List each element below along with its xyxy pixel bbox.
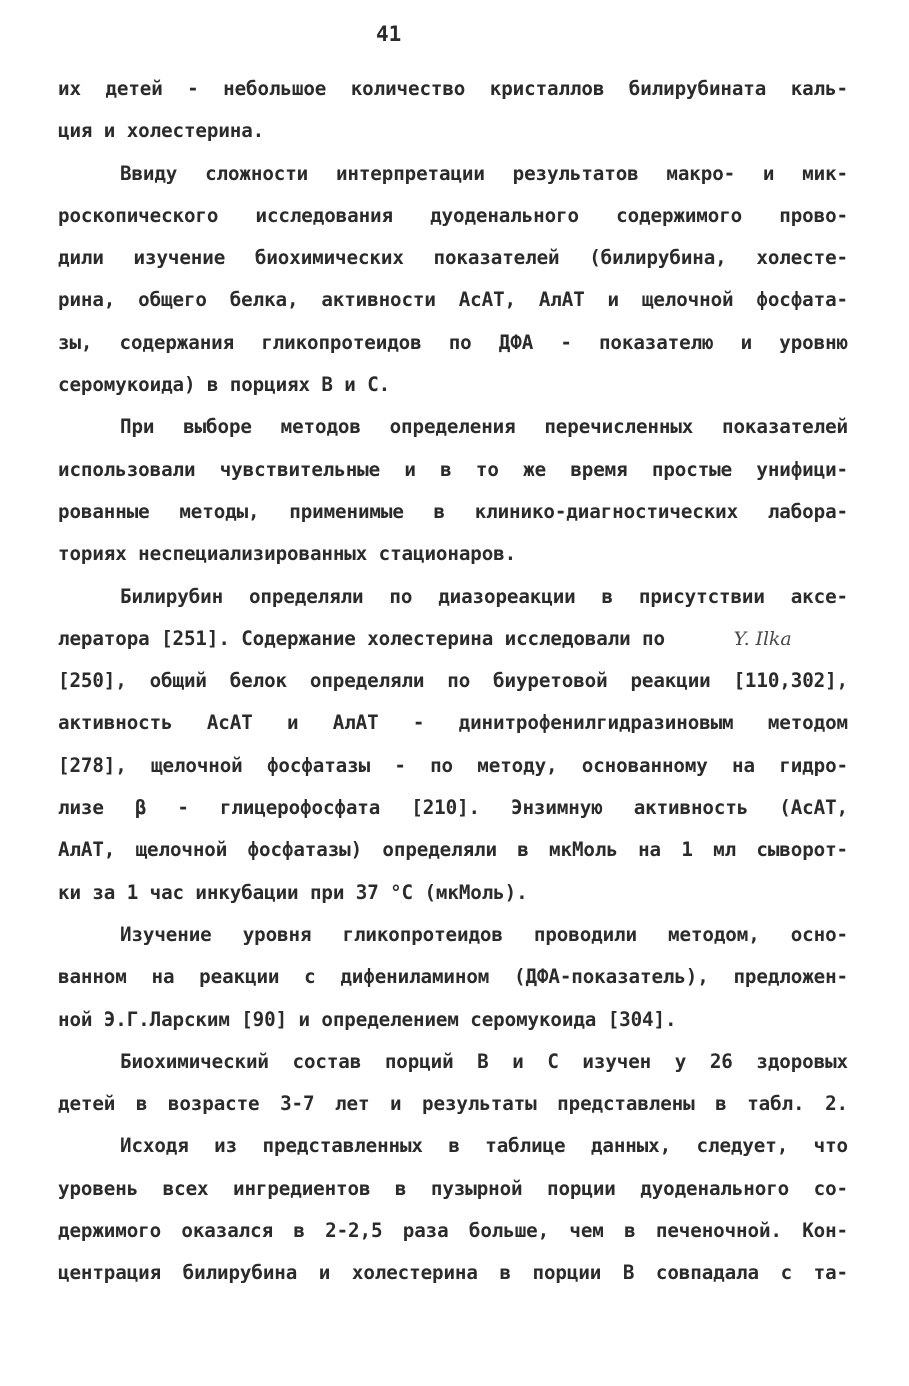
text-line-content: уровень всех ингредиентов в пузырной порции дуоденального со- [58,1176,848,1200]
text-line [58,576,848,618]
text-line [58,491,848,533]
text-line-content: детей в возрасте 3-7 лет и результаты представлены в табл. 2. [58,1092,848,1116]
text-line-content: активность АсАТ и АлАТ - динитрофенилгидразиновым методом [58,711,848,735]
text-line [58,745,848,787]
text-line [58,914,848,956]
text-line [58,1168,848,1210]
text-line-content: Ввиду сложности интерпретации результатов макро- и мик- [120,161,848,185]
text-line-content: центрация билирубина и холестерина в порции В совпадала с та- [58,1261,848,1285]
text-line-content: рованные методы, применимые в клинико-диагностических лабора- [58,499,848,523]
text-line [58,872,848,914]
text-line [58,406,848,448]
text-line-content: Исходя из представленных в таблице данных, следует, что [120,1134,848,1158]
text-line-content: держимого оказался в 2-2,5 раза больше, чем в печеночной. Кон- [58,1219,848,1243]
text-line [58,322,848,364]
text-line-content: [250], общий белок определяли по биуретовой реакции [110,302], [58,669,848,693]
handwritten-author-name: Y. Ilka [733,627,792,650]
text-line-content: При выборе методов определения перечисленных показателей [120,415,848,439]
text-line-content: [278], щелочной фосфатазы - по методу, основанному на гидро- [58,753,848,777]
text-line-content: лизе β - глицерофосфата [210]. Энзимную активность (АсАТ, [58,796,848,820]
text-line [58,956,848,998]
text-line-content: ки за 1 час инкубации при 37 °С (мкМоль). [58,880,528,904]
text-line [58,999,848,1041]
text-line [58,702,848,744]
text-line-content: серомукоида) в порциях В и С. [58,373,391,397]
text-line-content: АлАТ, щелочной фосфатазы) определяли в мкМоль на 1 мл сыворот- [58,838,848,862]
text-line-content: Биохимический состав порций В и С изучен у 26 здоровых [120,1049,848,1073]
text-line-content: Билирубин определяли по диазореакции в присутствии аксе- [120,584,848,608]
body-text [58,68,848,1295]
text-line [58,829,848,871]
text-line-content: ториях неспециализированных стационаров. [58,542,517,566]
text-line-content: лератора [251]. Содержание холестерина исследовали по [58,626,665,650]
text-line [58,1252,848,1294]
text-line [58,1210,848,1252]
text-line [58,1083,848,1125]
text-line-content: ной Э.Г.Ларским [90] и определением серомукоида [304]. [58,1007,677,1031]
text-line-content: рина, общего белка, активности АсАТ, АлАТ и щелочной фосфата- [58,288,848,312]
text-line [58,364,848,406]
text-line-content: их детей - небольшое количество кристаллов билирубината каль- [58,77,848,100]
text-line-content: Изучение уровня гликопротеидов проводили методом, осно- [120,922,848,946]
text-line [58,237,848,279]
page-number: 41 [376,22,402,46]
text-line [58,279,848,321]
text-line [58,533,848,575]
text-line [58,660,848,702]
text-line-content: ванном на реакции с дифениламином (ДФА-показатель), предложен- [58,965,848,989]
text-line [58,195,848,237]
text-line-content: роскопического исследования дуоденального содержимого прово- [58,203,848,227]
text-line-content: использовали чувствительные и в то же время простые унифици- [58,457,848,481]
text-line-content: зы, содержания гликопротеидов по ДФА - показателю и уровню [58,330,848,354]
text-line-content: ция и холестерина. [58,119,265,143]
text-line [58,618,848,660]
text-line [58,449,848,491]
text-line [58,1041,848,1083]
text-line [58,1125,848,1167]
text-line [58,110,848,152]
text-line [58,787,848,829]
text-line-content: дили изучение биохимических показателей (билирубина, холесте- [58,246,848,270]
text-line [58,68,848,110]
text-line [58,153,848,195]
